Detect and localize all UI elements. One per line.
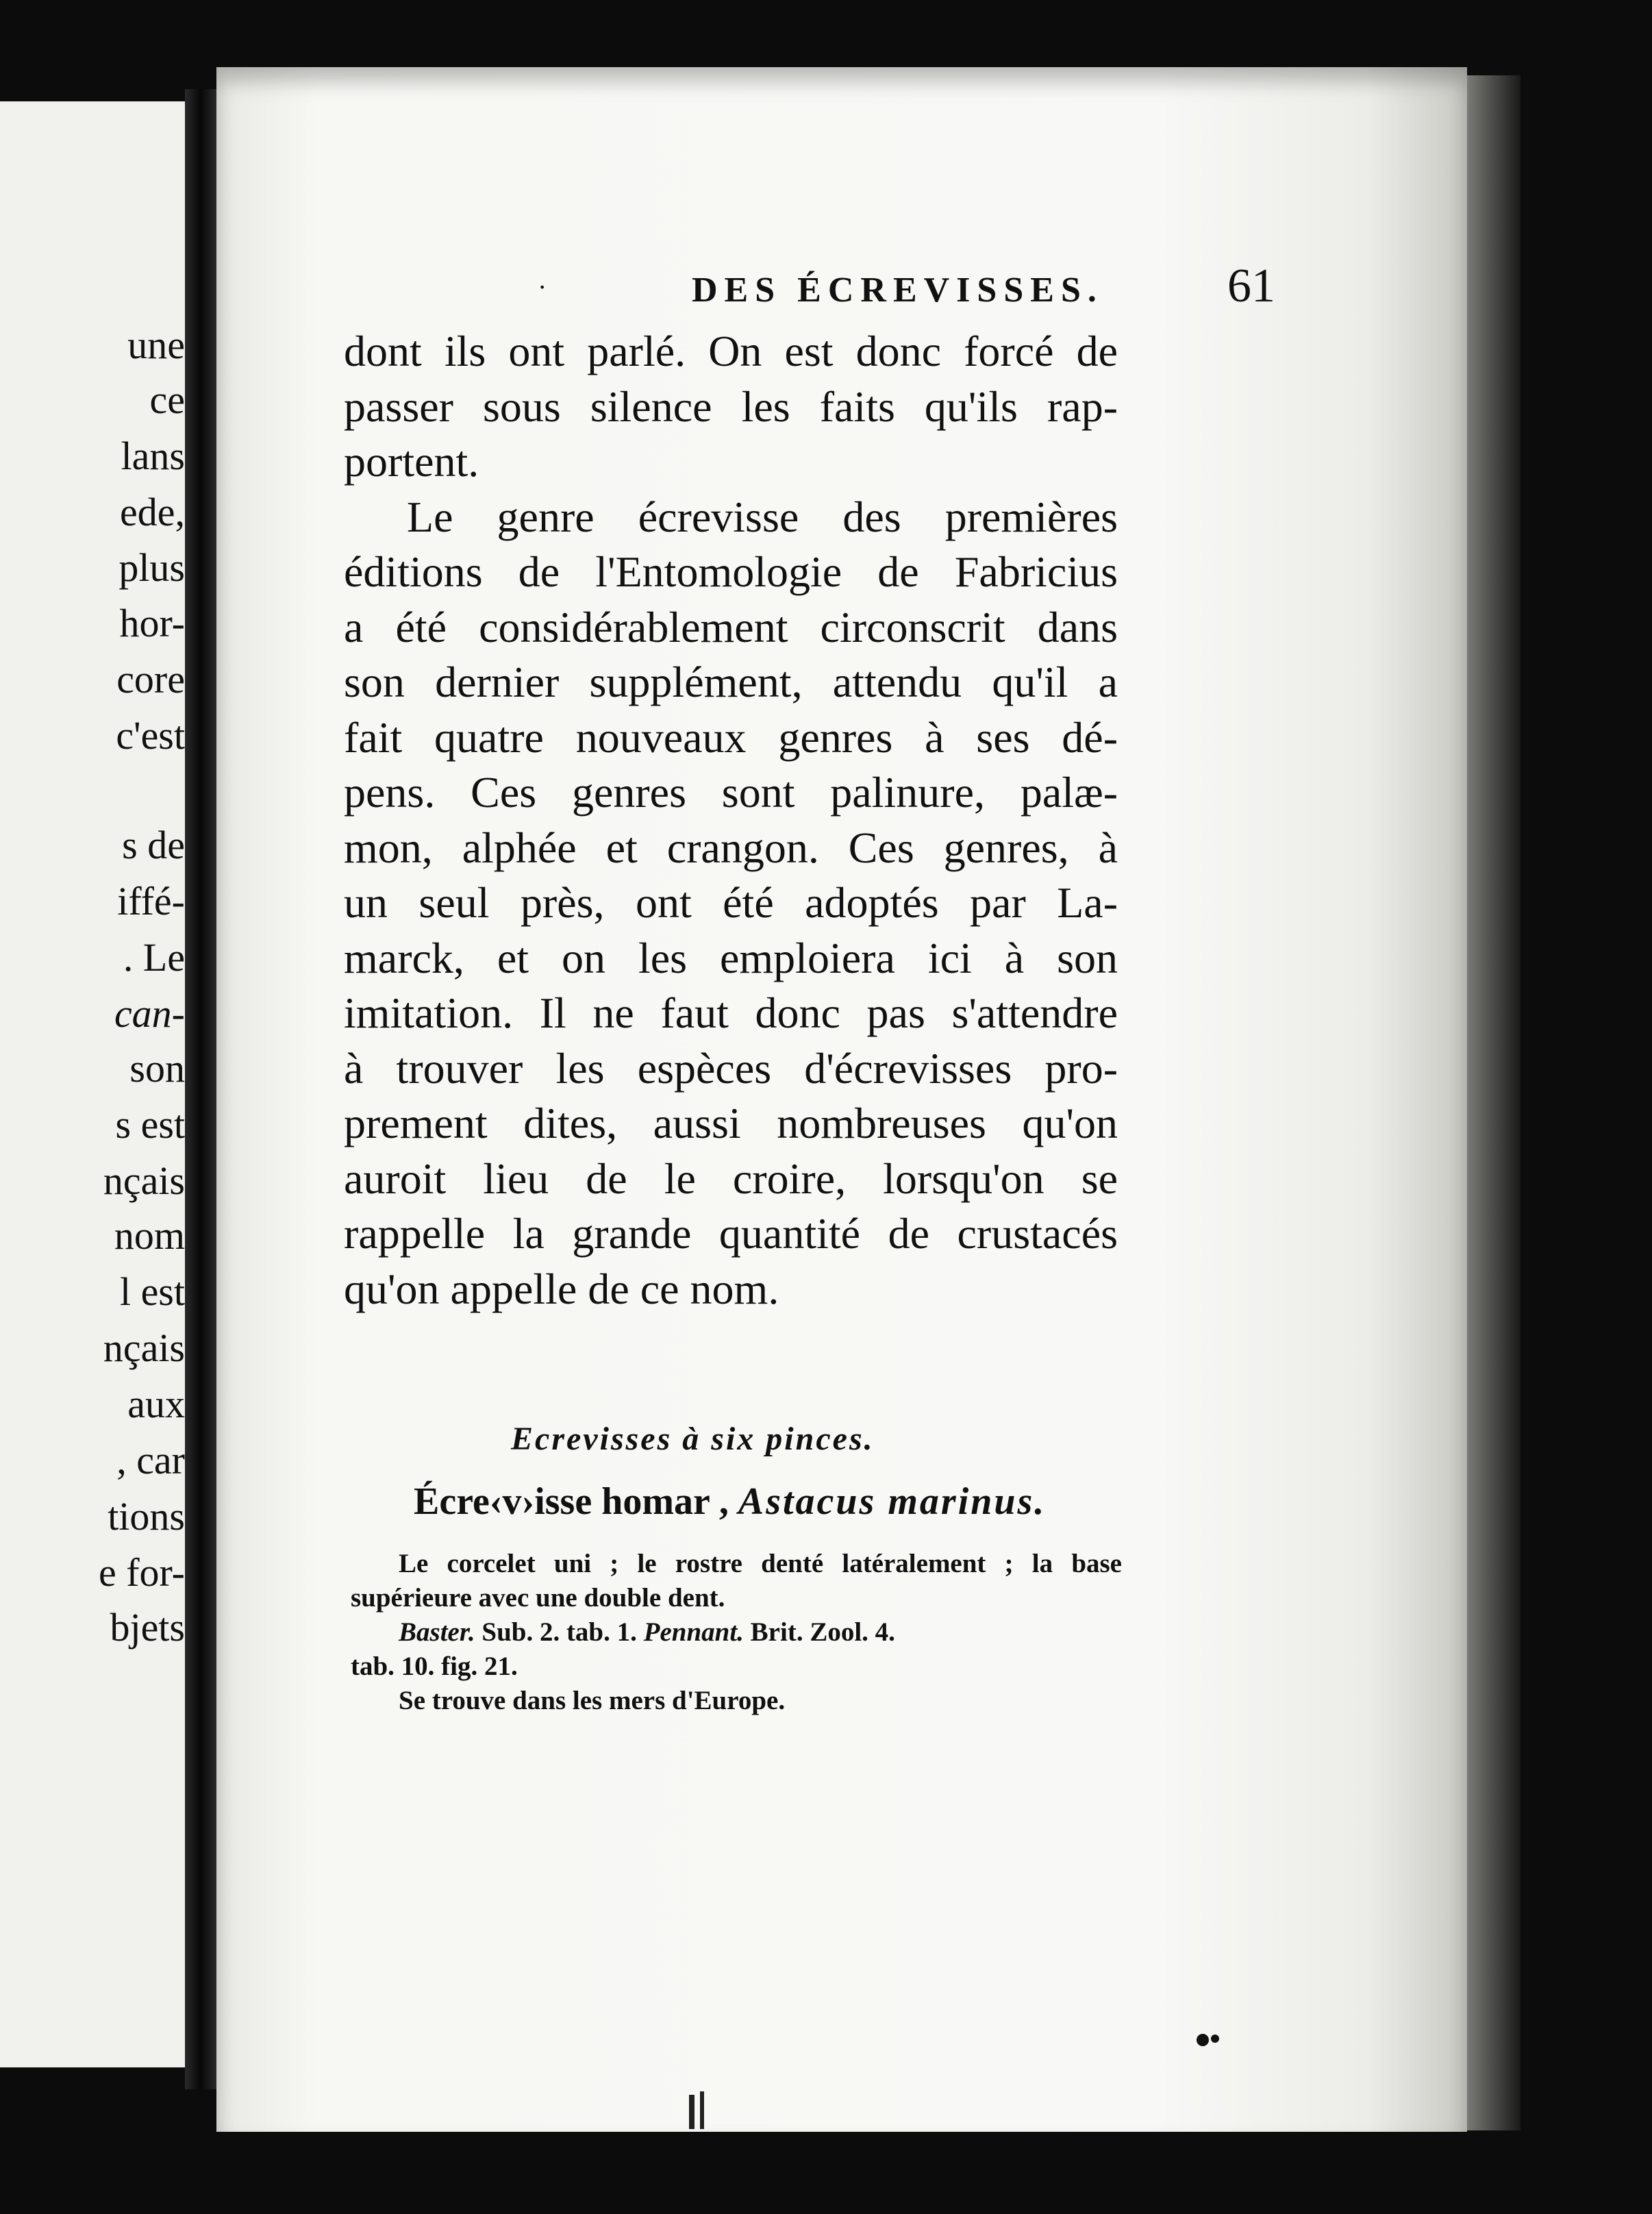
facing-page-text-fragment: plus <box>118 545 185 590</box>
text-line: à trouver les espèces d'écrevisses pro- <box>344 1043 1118 1093</box>
facing-page-text-fragment: s est <box>115 1102 185 1147</box>
species-scientific-name: Astacus marinus. <box>738 1480 1047 1523</box>
facing-page-text-fragment: core <box>116 657 185 701</box>
text-line: mon, alphée et crangon. Ces genres, à <box>344 823 1118 872</box>
facing-page-text-fragment: nom <box>114 1213 185 1258</box>
ink-speck <box>1211 2035 1219 2043</box>
text-line: portent. <box>344 437 479 486</box>
ink-speck <box>1197 2034 1209 2046</box>
text-line: marck, et on les emploiera ici à son <box>344 933 1118 982</box>
text-line: prement dites, aussi nombreuses qu'on <box>344 1099 1118 1147</box>
reference-author: Baster. <box>399 1617 475 1647</box>
facing-page-text-fragment: une <box>127 323 185 367</box>
book-gutter <box>185 89 216 2089</box>
text-line: Le genre écrevisse des premières <box>407 492 1118 541</box>
text-line: a été considérablement circonscrit dans <box>344 602 1118 651</box>
facing-page-text-fragment: s de <box>122 823 185 867</box>
facing-page-text-fragment: tions <box>108 1494 185 1539</box>
page-number: 61 <box>1227 260 1275 312</box>
text-line: auroit lieu de le croire, lorsqu'on se <box>344 1154 1118 1203</box>
text-line: passer sous silence les faits qu'ils rap- <box>344 382 1118 431</box>
facing-page-text-fragment: ce <box>149 377 185 422</box>
text-line: dont ils ont parlé. On est donc forcé de <box>344 327 1118 375</box>
facing-page-text-fragment: nçais <box>103 1158 185 1203</box>
species-common-name: Écre‹v›isse homar , <box>414 1480 729 1523</box>
running-head-title: DES ÉCREVISSES. <box>692 271 1103 310</box>
text-line: fait quatre nouveaux genres à ses dé- <box>344 712 1118 762</box>
facing-page-text-fragment: , car <box>116 1438 185 1482</box>
facing-page-text-fragment: nçais <box>103 1326 185 1370</box>
text-line: un seul près, ont été adoptés par La- <box>344 878 1118 927</box>
reference-text: Sub. 2. tab. 1. <box>475 1617 644 1647</box>
ink-mark <box>689 2095 694 2129</box>
description-line: Le corcelet uni ; le rostre denté latéralement ; la base <box>399 1549 1122 1578</box>
reference-line: tab. 10. fig. 21. <box>351 1652 518 1681</box>
facing-page-text-fragment: ede, <box>120 490 185 534</box>
description-line: supérieure avec une double dent. <box>351 1583 725 1613</box>
ink-mark <box>700 2091 704 2129</box>
text-line: éditions de l'Entomologie de Fabricius <box>344 547 1118 596</box>
facing-page-text-fragment: bjets <box>110 1605 185 1650</box>
reference-author: Pennant. <box>643 1617 744 1647</box>
facing-page-text-fragment: hor- <box>119 601 185 645</box>
book-page <box>216 67 1467 2132</box>
text-line: rappelle la grande quantité de crustacés <box>344 1209 1118 1258</box>
facing-page-fragment <box>0 101 185 2067</box>
facing-page-text-fragment: son <box>129 1046 185 1091</box>
facing-page-text-fragment: l est <box>119 1269 185 1314</box>
facing-page-text-fragment: . Le <box>123 935 185 980</box>
facing-page-text-fragment: can- <box>114 991 185 1036</box>
text-line: qu'on appelle de ce nom. <box>344 1264 779 1313</box>
text-line: imitation. Il ne faut donc pas s'attendre <box>344 988 1118 1037</box>
reference-text: Brit. Zool. 4. <box>743 1617 895 1647</box>
text-line: pens. Ces genres sont palinure, palæ- <box>344 768 1118 817</box>
facing-page-text-fragment: c'est <box>116 713 185 758</box>
facing-page-text-fragment: lans <box>121 434 185 478</box>
facing-page-text-fragment: aux <box>127 1382 185 1426</box>
facing-page-text-fragment: e for- <box>98 1550 185 1595</box>
ink-specks <box>216 67 1467 2132</box>
section-heading: Ecrevisses à six pinces. <box>511 1421 875 1457</box>
text-line: son dernier supplément, attendu qu'il a <box>344 658 1118 706</box>
running-head-ornament: · <box>538 274 547 302</box>
habitat-line: Se trouve dans les mers d'Europe. <box>399 1686 786 1715</box>
facing-page-text-fragment: iffé- <box>117 879 185 923</box>
